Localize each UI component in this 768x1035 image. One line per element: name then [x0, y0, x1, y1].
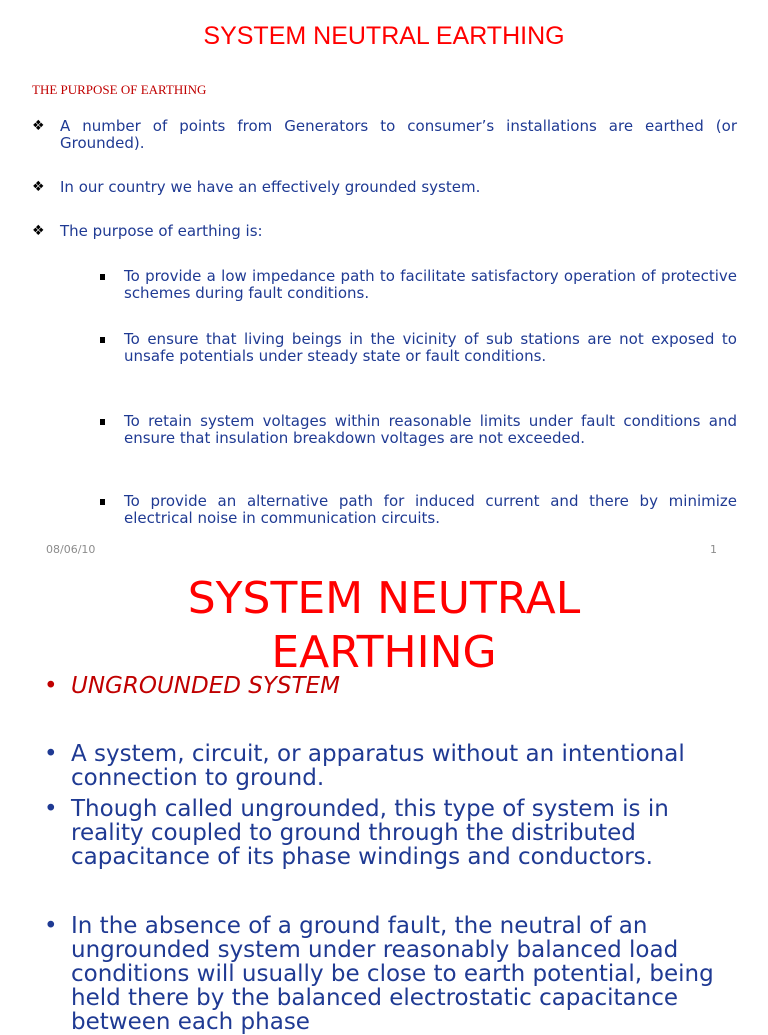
- slide-2-bullet: [44, 742, 734, 790]
- diamond-bullet-icon: ❖: [32, 179, 45, 195]
- slide-1-bullet: [32, 118, 737, 152]
- slide-2-title-line-1: SYSTEM NEUTRAL: [187, 573, 581, 624]
- sub-bullet-text: To ensure that living beings in the vicinity of sub stations are not exposed to unsafe potentials under steady state or fault conditions.: [124, 330, 737, 365]
- sub-bullet-text: To retain system voltages within reasonable limits under fault conditions and ensure that insulation breakdown voltages are not exceeded.: [124, 412, 737, 447]
- dot-bullet-icon: •: [44, 913, 58, 939]
- diamond-bullet-icon: ❖: [32, 223, 45, 239]
- square-bullet-icon: [100, 337, 105, 343]
- bullet-text: UNGROUNDED SYSTEM: [71, 673, 340, 699]
- footer-date: 08/06/10: [46, 543, 96, 556]
- square-bullet-icon: [100, 499, 105, 505]
- square-bullet-icon: [100, 274, 105, 280]
- bullet-text: The purpose of earthing is:: [60, 222, 263, 240]
- diamond-bullet-icon: ❖: [32, 118, 45, 134]
- slide-2-title: [0, 572, 768, 680]
- bullet-text: A number of points from Generators to consumer’s installations are earthed (or Grounded).: [60, 117, 737, 152]
- square-bullet-icon: [100, 419, 105, 425]
- slide-1-sub-bullet: [100, 413, 737, 447]
- slide-2-bullet: [44, 914, 734, 1034]
- slide-1-sub-bullet: [100, 331, 737, 365]
- slide-1-bullet: [32, 223, 737, 240]
- bullet-text: In the absence of a ground fault, the neutral of an ungrounded system under reasonably balanced load conditions will usually be close to earth potential, being held there by the balanced electrostatic capacitance between each phase: [71, 913, 714, 1035]
- slide-2-title-line-2: EARTHING: [271, 627, 497, 678]
- slide-2-heading-bullet: [44, 674, 734, 698]
- slide-2: [0, 560, 768, 1035]
- dot-bullet-icon: •: [44, 673, 58, 699]
- slide-1-title: SYSTEM NEUTRAL EARTHING: [203, 22, 565, 50]
- bullet-text: In our country we have an effectively grounded system.: [60, 178, 481, 196]
- slide-1-subheading: THE PURPOSE OF EARTHING: [32, 82, 207, 97]
- page-number: 1: [710, 543, 717, 556]
- sub-bullet-text: To provide a low impedance path to facilitate satisfactory operation of protective schemes during fault conditions.: [124, 267, 737, 302]
- bullet-text: Though called ungrounded, this type of system is in reality coupled to ground through the distributed capacitance of its phase windings and conductors.: [71, 796, 669, 870]
- slide-1-sub-bullet: [100, 493, 737, 527]
- slide-1-sub-bullet: [100, 268, 737, 302]
- dot-bullet-icon: •: [44, 796, 58, 822]
- slide-2-bullet: [44, 797, 734, 869]
- sub-bullet-text: To provide an alternative path for induced current and there by minimize electrical noise in communication circuits.: [124, 492, 737, 527]
- dot-bullet-icon: •: [44, 741, 58, 767]
- slide-1-bullet: [32, 179, 737, 196]
- bullet-text: A system, circuit, or apparatus without an intentional connection to ground.: [71, 741, 685, 791]
